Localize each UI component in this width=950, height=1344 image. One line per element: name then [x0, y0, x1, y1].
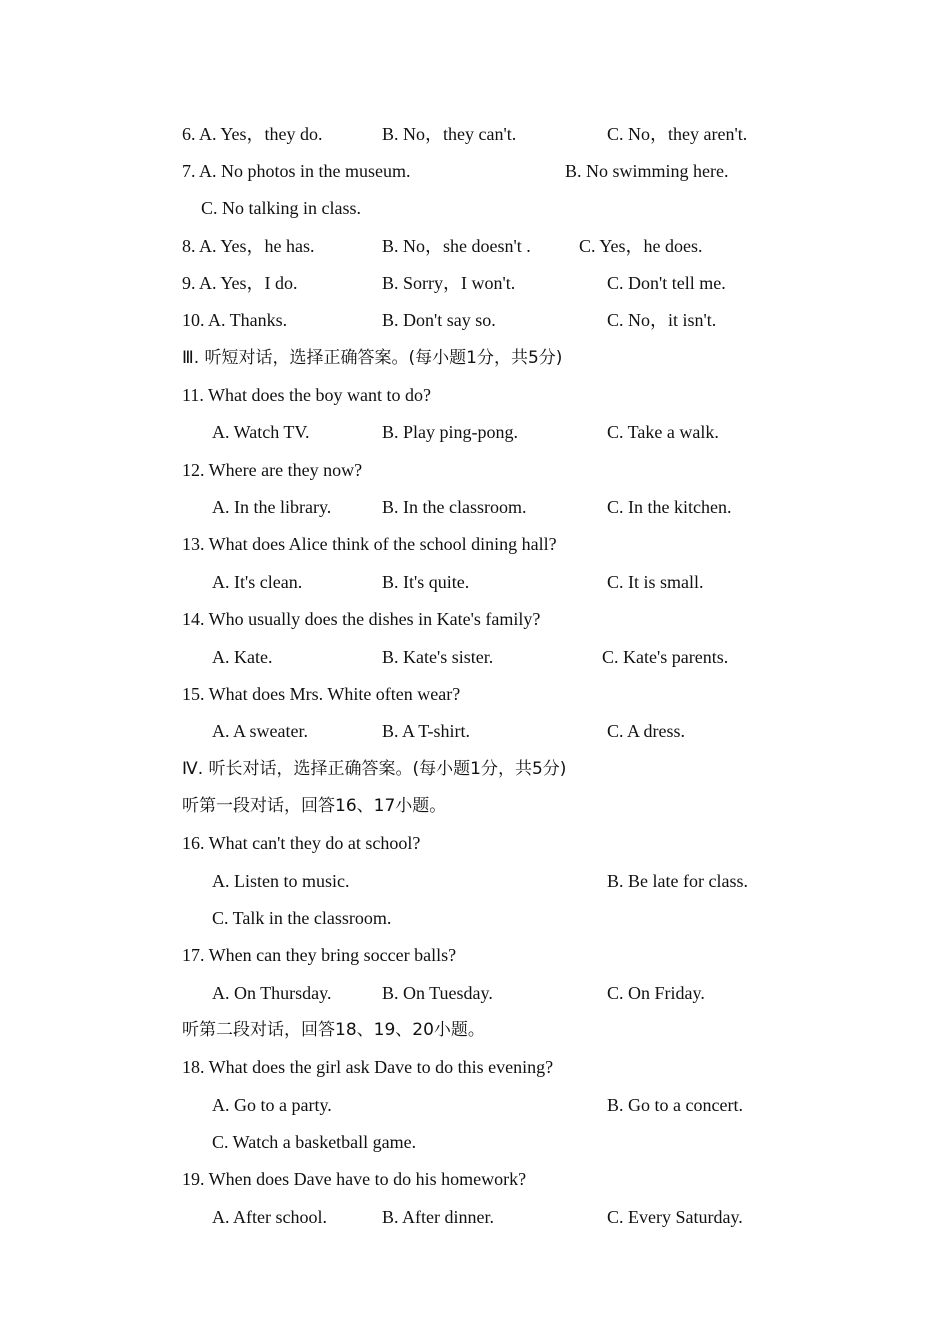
option-a: 9. A. Yes，I do. [182, 273, 298, 293]
question-text: 11. What does the boy want to do? [182, 385, 431, 405]
option-c: C. No，they aren't. [607, 124, 748, 144]
option-a: A. Listen to music. [212, 871, 350, 891]
option-c: C. A dress. [607, 721, 686, 741]
question-text: 13. What does Alice think of the school dining hall? [182, 534, 557, 554]
option-a: 8. A. Yes，he has. [182, 236, 315, 256]
option-c: C. Take a walk. [607, 422, 719, 442]
option-b: B. In the classroom. [382, 497, 527, 517]
option-b: B. Play ping-pong. [382, 422, 519, 442]
dialogue-title: 听第一段对话，回答16、17小题。 [182, 796, 447, 816]
question-text: 15. What does Mrs. White often wear? [182, 684, 461, 704]
option-c: C. Every Saturday. [607, 1207, 743, 1227]
option-b: B. Sorry，I won't. [382, 273, 516, 293]
dialogue-title: 听第二段对话，回答18、19、20小题。 [182, 1020, 485, 1040]
option-c: C. No talking in class. [201, 198, 361, 218]
option-a: A. Kate. [212, 647, 273, 667]
option-b: B. After dinner. [382, 1207, 494, 1227]
option-b: B. On Tuesday. [382, 983, 493, 1003]
option-c: C. Yes，he does. [579, 236, 703, 256]
option-a: 6. A. Yes，they do. [182, 124, 323, 144]
question-text: 17. When can they bring soccer balls? [182, 945, 457, 965]
option-a: 7. A. No photos in the museum. [182, 161, 411, 181]
option-c: C. On Friday. [607, 983, 705, 1003]
option-b: B. Kate's sister. [382, 647, 494, 667]
option-a: A. Watch TV. [212, 422, 310, 442]
option-b: B. No swimming here. [565, 161, 729, 181]
question-text: 14. Who usually does the dishes in Kate's family? [182, 609, 541, 629]
option-a: 10. A. Thanks. [182, 310, 288, 330]
option-c: C. Don't tell me. [607, 273, 726, 293]
option-c: C. It is small. [607, 572, 704, 592]
option-c: C. Kate's parents. [602, 647, 729, 667]
option-c: C. In the kitchen. [607, 497, 732, 517]
option-c: C. Talk in the classroom. [212, 908, 392, 928]
option-a: A. A sweater. [212, 721, 308, 741]
option-c: C. No，it isn't. [607, 310, 717, 330]
option-b: B. No，she doesn't . [382, 236, 531, 256]
question-text: 12. Where are they now? [182, 460, 363, 480]
option-a: A. In the library. [212, 497, 332, 517]
option-b: B. Be late for class. [607, 871, 748, 891]
option-c: C. Watch a basketball game. [212, 1132, 417, 1152]
option-a: A. After school. [212, 1207, 327, 1227]
question-text: 19. When does Dave have to do his homework? [182, 1169, 527, 1189]
section-title: Ⅲ. 听短对话，选择正确答案。(每小题1分，共5分) [182, 348, 563, 368]
question-text: 18. What does the girl ask Dave to do this evening? [182, 1057, 554, 1077]
option-b: B. Don't say so. [382, 310, 496, 330]
option-b: B. It's quite. [382, 572, 470, 592]
question-text: 16. What can't they do at school? [182, 833, 421, 853]
option-b: B. A T-shirt. [382, 721, 471, 741]
option-b: B. No，they can't. [382, 124, 517, 144]
option-b: B. Go to a concert. [607, 1095, 743, 1115]
section-title: Ⅳ. 听长对话，选择正确答案。(每小题1分，共5分) [182, 759, 567, 779]
option-a: A. On Thursday. [212, 983, 332, 1003]
option-a: A. It's clean. [212, 572, 303, 592]
option-a: A. Go to a party. [212, 1095, 332, 1115]
